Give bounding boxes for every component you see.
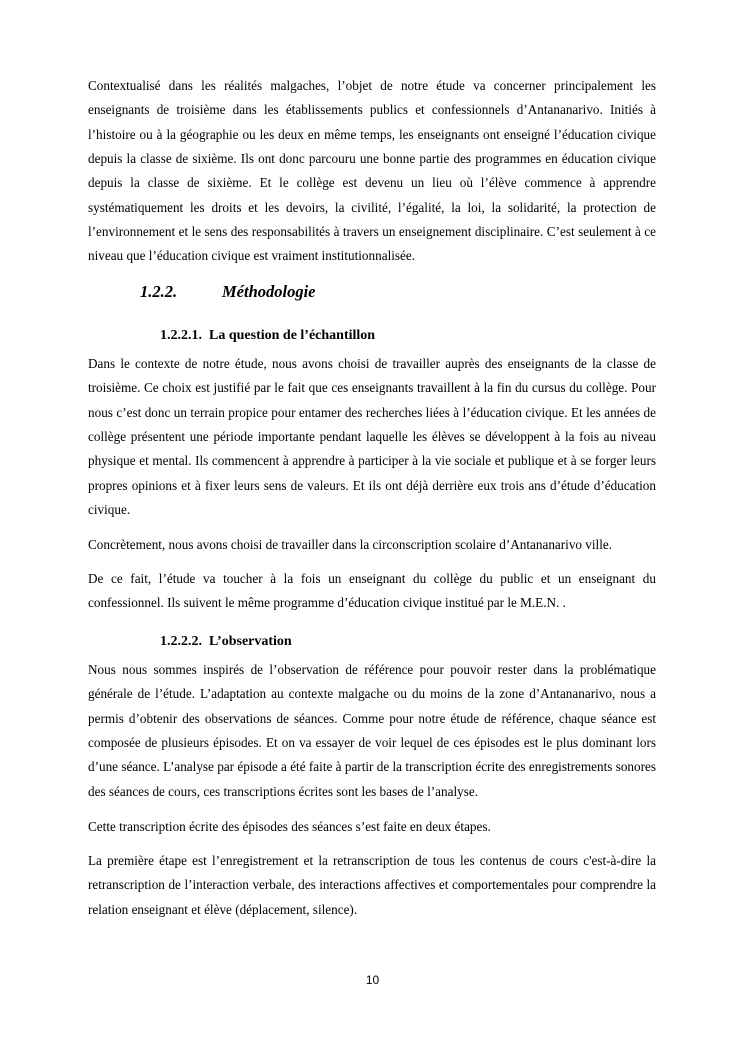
subsection-heading-echantillon xyxy=(160,328,375,344)
paragraph-circonscription: Concrètement, nous avons choisi de travailler dans la circonscription scolaire d’Antananarivo ville. xyxy=(88,537,613,552)
paragraph-transcription: Cette transcription écrite des épisodes des séances s’est faite en deux étapes. xyxy=(88,819,491,834)
paragraph-premiere-etape: La première étape est l’enregistrement et la retranscription de tous les contenus de cours c'est-à-dire la retranscription de l’interaction verbale, des interactions affectives et comportementales pour comprendre la relation enseignant et élève (déplacement, silence). xyxy=(88,853,656,917)
subsection-title: L’observation xyxy=(209,634,292,649)
subsection-number: 1.2.2.2. xyxy=(160,634,202,649)
section-number: 1.2.2. xyxy=(140,282,178,301)
subsection-title: La question de l’échantillon xyxy=(209,328,376,343)
paragraph-context: Contextualisé dans les réalités malgaches, l’objet de notre étude va concerner principalement les enseignants de troisième dans les établissements publics et confessionnels d’Antananarivo. Initiés à l’histoire ou à la géographie ou les deux en même temps, les enseignants ont enseigné l’éducation civique depuis la classe de sixième. Ils ont donc parcouru une bonne partie des programmes en éducation civique depuis la classe de sixième. Et le collège est devenu un lieu où l’élève commence à apprendre systématiquement les droits et les devoirs, la civilité, l’égalité, la loi, la solidarité, la protection de l’environnement et le sens des responsabilités à travers un enseignement disciplinaire. C’est seulement à ce niveau que l’éducation civique est vraiment institutionnalisée. xyxy=(88,78,656,264)
section-heading-methodologie xyxy=(140,282,316,302)
section-title: Méthodologie xyxy=(222,282,316,301)
subsection-heading-observation xyxy=(160,634,292,650)
page-number: 10 xyxy=(365,973,380,987)
subsection-number: 1.2.2.1. xyxy=(160,328,202,343)
paragraph-enseignants: De ce fait, l’étude va toucher à la fois un enseignant du collège du public et un enseignant du confessionnel. Ils suivent le même programme d’éducation civique institué par le M.E.N. . xyxy=(88,571,656,611)
paragraph-echantillon: Dans le contexte de notre étude, nous avons choisi de travailler auprès des enseignants de la classe de troisième. Ce choix est justifié par le fait que ces enseignants travaillent à la fin du cursus du collège. Pour nous c’est donc un terrain propice pour entamer des recherches liées à l’éducation civique. Et les années de collège présentent une période importante pendant laquelle les élèves se développent à la fois au niveau physique et mental. Ils commencent à apprendre à participer à la vie sociale et publique et à se forger leurs propres opinions et à fixer leurs sens de valeurs. Et ils ont déjà derrière eux trois ans d’étude d’éducation civique. xyxy=(88,356,656,518)
paragraph-observation: Nous nous sommes inspirés de l’observation de référence pour pouvoir rester dans la problématique générale de l’étude. L’adaptation au contexte malgache ou du moins de la zone d’Antananarivo, nous a permis d’obtenir des observations de séances. Comme pour notre étude de référence, chaque séance est composée de plusieurs épisodes. Et on va essayer de voir lequel de ces épisodes est le plus dominant lors d’une séance. L’analyse par épisode a été faite à partir de la transcription écrite des enregistrements sonores des séances de cours, ces transcriptions écrites sont les bases de l’analyse. xyxy=(88,662,656,799)
